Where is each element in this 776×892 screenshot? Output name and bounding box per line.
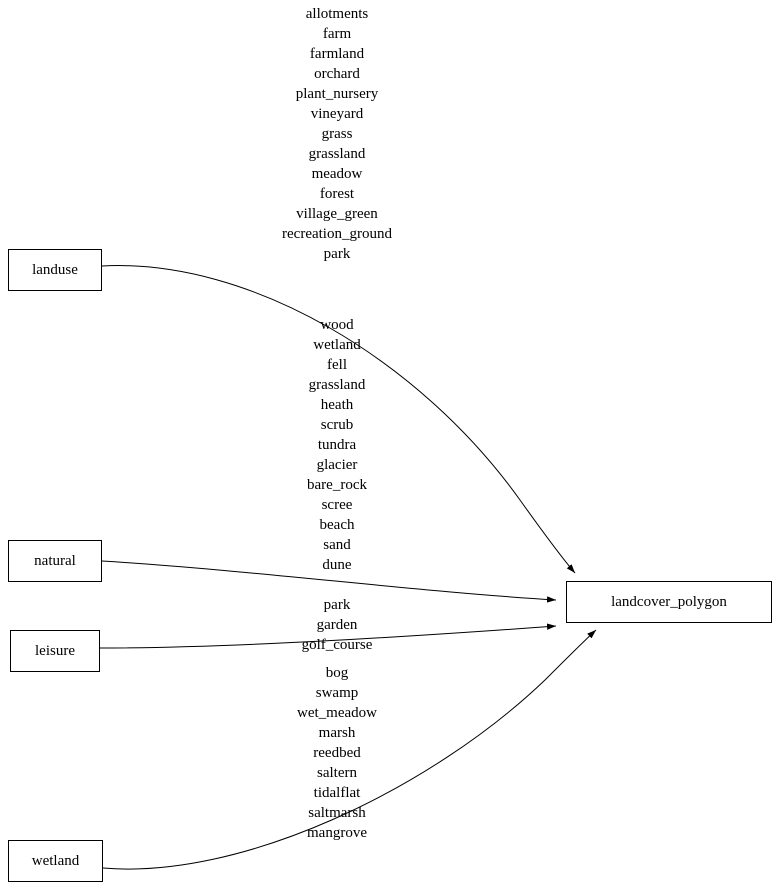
edge-label-item: golf_course (301, 637, 373, 653)
edge-label-item: bare_rock (307, 477, 367, 493)
edge-label-item: forest (319, 186, 355, 202)
edge-label-wetland-values (248, 663, 426, 843)
edge-label-item: plant_nursery (295, 86, 379, 102)
edge-label-item: fell (327, 357, 347, 373)
node-natural[interactable] (8, 540, 102, 582)
edge-label-item: scree (321, 497, 353, 513)
node-label: natural (34, 552, 76, 569)
edge-label-item: reedbed (313, 745, 361, 761)
edge-label-item: garden (316, 617, 358, 633)
edge-label-item: scrub (320, 417, 354, 433)
edge-label-item: dune (322, 557, 352, 573)
edge-label-item: orchard (314, 66, 360, 82)
node-landuse[interactable] (8, 249, 102, 291)
edge-label-item: farm (322, 26, 352, 42)
edge-label-item: tidalflat (313, 785, 361, 801)
node-landcover-polygon[interactable] (566, 581, 772, 623)
edge-label-item: village_green (296, 206, 378, 222)
edge-label-item: wetland (313, 337, 361, 353)
edge-label-leisure-values (248, 595, 426, 655)
edge-label-item: park (323, 246, 351, 262)
edge-label-item: grassland (308, 146, 366, 162)
edge-label-item: vineyard (310, 106, 364, 122)
node-leisure[interactable] (10, 630, 100, 672)
edge-label-item: wet_meadow (297, 705, 377, 721)
edge-label-item: grassland (308, 377, 366, 393)
edge-label-item: glacier (316, 457, 358, 473)
edge-label-item: park (323, 597, 351, 613)
edge-label-item: grass (321, 126, 353, 142)
edge-label-item: tundra (317, 437, 357, 453)
edge-label-item: saltern (317, 765, 357, 781)
edge-label-item: marsh (318, 725, 356, 741)
edge-label-item: recreation_ground (282, 226, 392, 242)
edge-label-item: meadow (311, 166, 363, 182)
node-label: landuse (32, 261, 78, 278)
edge-label-item: beach (319, 517, 355, 533)
edge-label-item: wood (320, 317, 354, 333)
edge-label-item: sand (323, 537, 351, 553)
edge-label-item: bog (325, 665, 349, 681)
edge-label-item: heath (320, 397, 354, 413)
edge-label-item: farmland (309, 46, 365, 62)
node-label: leisure (35, 642, 75, 659)
edge-label-landuse-values (248, 4, 426, 264)
node-label: landcover_polygon (611, 593, 727, 610)
edge-label-natural-values (248, 315, 426, 575)
edge-label-item: saltmarsh (308, 805, 366, 821)
edge-label-item: mangrove (307, 825, 367, 841)
edge-label-item: swamp (315, 685, 359, 701)
edge-label-item: allotments (305, 6, 369, 22)
node-label: wetland (31, 852, 80, 869)
node-wetland[interactable] (8, 840, 103, 882)
